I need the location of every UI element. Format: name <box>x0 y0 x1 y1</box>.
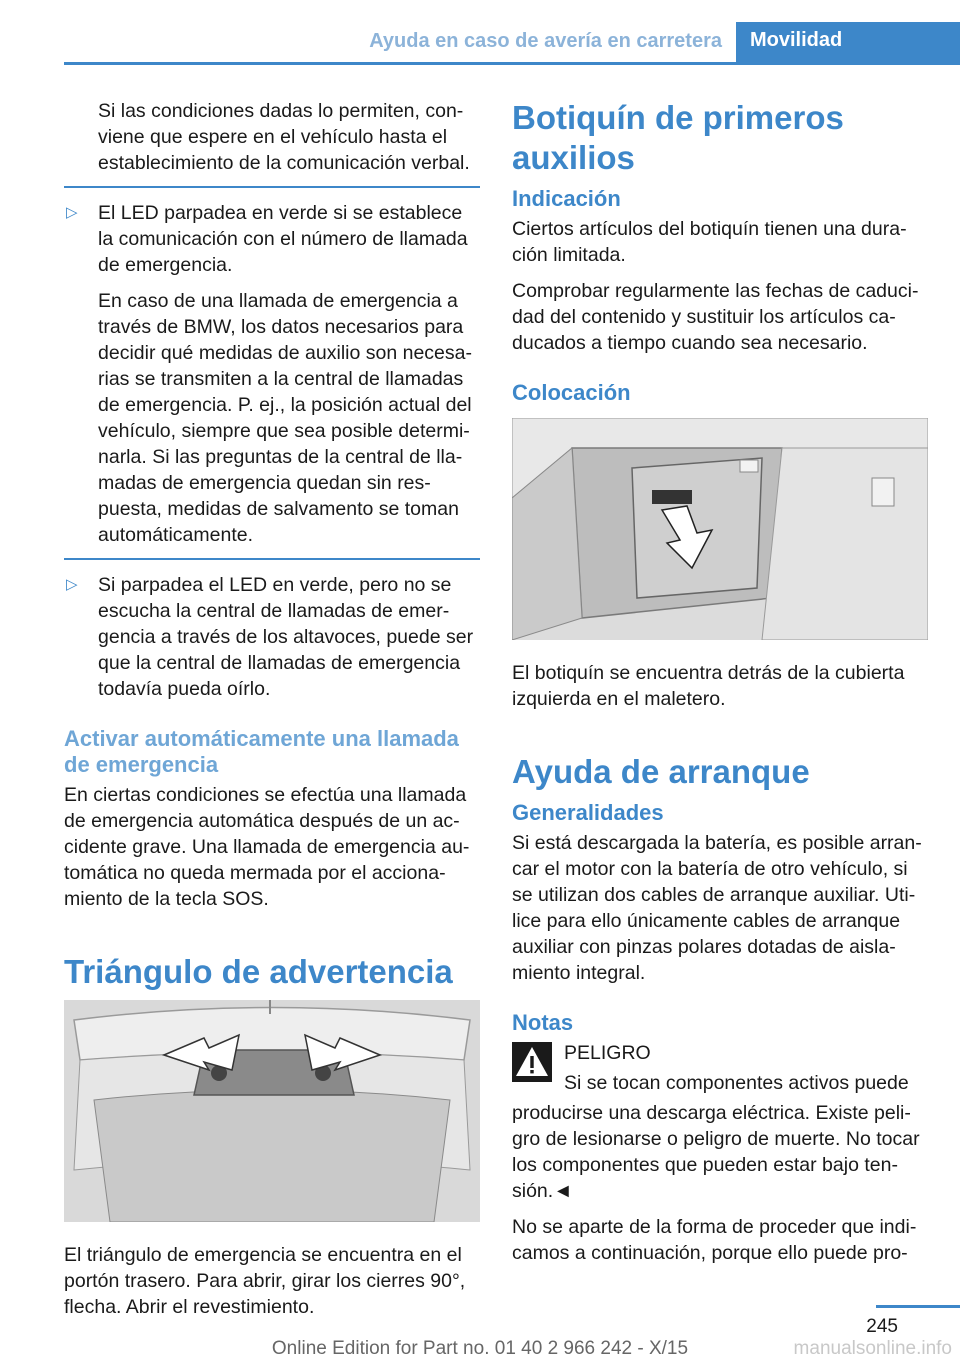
paragraph-battery-discharged: Si está descargada la batería, es posible arrancar el motor con la batería de otro vehículo, si se utilizan dos cables de arranque auxiliar. Utilice para ello únicamente cables de arranque auxiliar con pinzas polares dotadas de aislamiento integral. <box>512 832 922 984</box>
paragraph-auto-call: En ciertas condiciones se efectúa una llamada de emergencia automática después de un accidente grave. Una llamada de emergencia automática no queda mermada por el accionamiento de la tecla SOS. <box>64 784 470 910</box>
paragraph-triangle-location: El triángulo de emergencia se encuentra en el portón trasero. Para abrir, girar los cierres 90°, flecha. Abrir el revestimiento. <box>64 1244 466 1318</box>
heading-colocacion: Colocación <box>512 380 631 405</box>
paragraph-check-dates: Comprobar regularmente las fechas de caducidad del contenido y sustituir los artículos caducados a tiempo cuando sea necesario. <box>512 280 919 354</box>
footer-edition: Online Edition for Part no. 01 40 2 966 242 - X/15 <box>271 1338 689 1359</box>
heading-jump-start: Ayuda de arranque <box>512 753 810 790</box>
heading-notas: Notas <box>512 1010 574 1035</box>
page-number: 245 <box>866 1316 898 1337</box>
triangle-bullet-icon: ▷ <box>66 204 78 221</box>
list-item-led-green <box>64 200 480 278</box>
heading-auto-call: Activar automáticamente una llamada de emergencia <box>64 726 459 777</box>
heading-first-aid-kit: Botiquín de primeros auxilios <box>512 99 844 176</box>
heading-warning-triangle: Triángulo de advertencia <box>64 953 453 990</box>
list-item-text: Si parpadea el LED en verde, pero no se escucha la central de llamadas de emergencia a través de los altavoces, puede ser que la central de llamadas de emergencia todavía pueda oírlo. <box>98 574 474 700</box>
list-separator <box>64 186 480 188</box>
chapter-tab: Movilidad <box>736 22 960 62</box>
left-column <box>64 98 480 1330</box>
figure-tailgate-latches <box>64 1000 480 1222</box>
list-item-text: El LED parpadea en verde si se establece la comunicación con el número de llamada de emergencia. <box>98 202 468 276</box>
warning-text: producirse una descarga eléctrica. Existe peligro de lesionarse o peligro de muerte. No tocar los componentes que pueden estar bajo tensión.◄ <box>512 1102 920 1202</box>
header-rule <box>64 62 960 65</box>
paragraph-wait: Si las condiciones dadas lo permiten, conviene que espere en el vehículo hasta el establecimiento de la comunicación verbal. <box>98 100 470 174</box>
footer-rule <box>876 1305 960 1308</box>
warning-text-first-line: Si se tocan componentes activos puede <box>564 1072 909 1094</box>
warning-title: PELIGRO <box>564 1042 651 1064</box>
figure-trunk-kit-location <box>512 418 928 640</box>
list-item-led-no-audio <box>64 572 480 702</box>
warning-triangle-icon <box>512 1042 552 1082</box>
heading-indicacion: Indicación <box>512 186 621 211</box>
danger-warning <box>512 1040 928 1096</box>
running-header-section: Ayuda en caso de avería en carretera <box>369 30 722 52</box>
paragraph-procedure: No se aparte de la forma de proceder que indicamos a continuación, porque ello puede pro- <box>512 1216 917 1264</box>
list-separator <box>64 558 480 560</box>
paragraph-bmw-call: En caso de una llamada de emergencia a través de BMW, los datos necesarios para decidir qué medidas de auxilio son necesarias se transmiten a la central de llamadas de emergencia. P. ej., la posición actual del vehículo, siempre que sea posible determinarla. Si las preguntas de la central de llamadas de emergencia quedan sin respuesta, medidas de salvamento se toman automáticamente. <box>98 290 472 546</box>
watermark: manualsonline.info <box>793 1338 952 1359</box>
triangle-bullet-icon: ▷ <box>66 576 78 593</box>
paragraph-kit-location: El botiquín se encuentra detrás de la cubierta izquierda en el maletero. <box>512 662 905 710</box>
paragraph-limited-duration: Ciertos artículos del botiquín tienen una duración limitada. <box>512 218 907 266</box>
heading-generalidades: Generalidades <box>512 800 664 825</box>
right-column <box>512 98 928 1276</box>
